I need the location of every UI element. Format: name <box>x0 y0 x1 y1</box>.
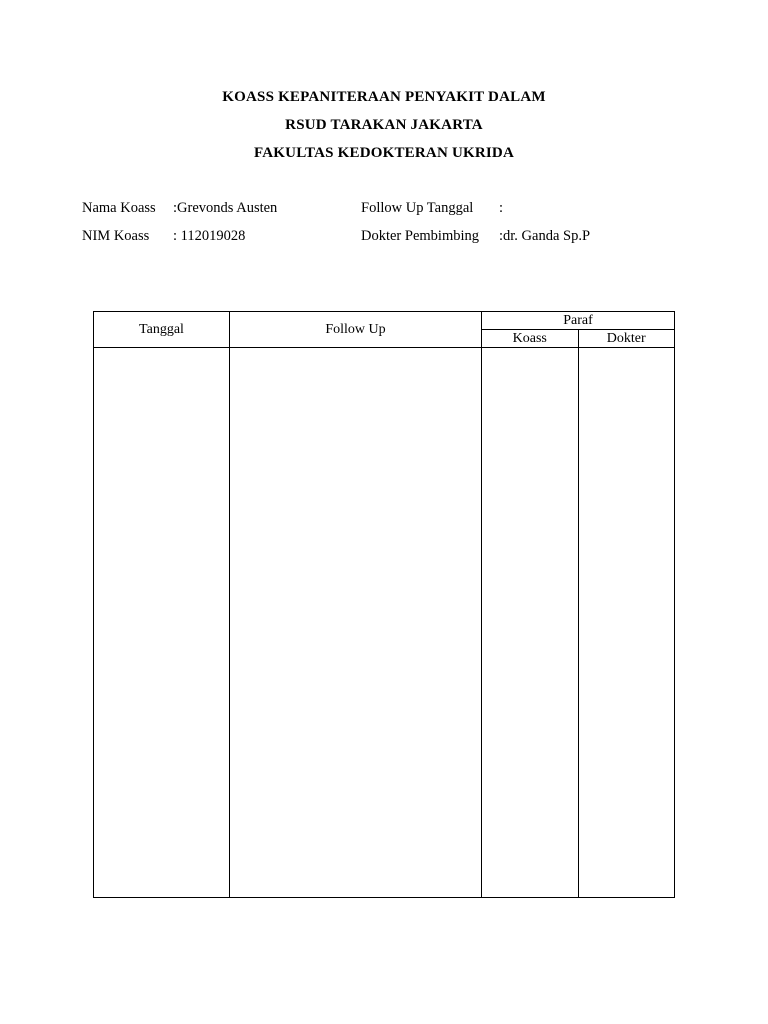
dokter-pembimbing-label: Dokter Pembimbing <box>361 228 480 244</box>
cell-paraf-koass[interactable] <box>482 348 579 898</box>
cell-follow-up[interactable] <box>230 348 482 898</box>
header-dokter: Dokter <box>578 330 675 348</box>
document-title-line-1: KOASS KEPANITERAAN PENYAKIT DALAM <box>222 89 546 105</box>
nama-koass-label: Nama Koass <box>82 200 156 216</box>
header-follow-up: Follow Up <box>230 312 482 348</box>
header-koass: Koass <box>482 330 579 348</box>
dokter-pembimbing-value: :dr. Ganda Sp.P <box>499 228 591 244</box>
follow-up-table <box>93 311 675 898</box>
table-row <box>94 348 675 898</box>
nim-koass-value: : 112019028 <box>173 228 246 244</box>
cell-paraf-dokter[interactable] <box>578 348 675 898</box>
header-tanggal: Tanggal <box>94 312 230 348</box>
header-paraf: Paraf <box>482 312 675 330</box>
nama-koass-value: :Grevonds Austen <box>173 200 278 216</box>
table-header-row <box>94 312 675 330</box>
nim-koass-label: NIM Koass <box>82 228 150 244</box>
document-title-line-2: RSUD TARAKAN JAKARTA <box>285 117 483 133</box>
document-title-line-3: FAKULTAS KEDOKTERAN UKRIDA <box>254 145 514 161</box>
followup-date-label: Follow Up Tanggal <box>361 200 474 216</box>
followup-date-value: : <box>499 200 504 216</box>
cell-tanggal[interactable] <box>94 348 230 898</box>
